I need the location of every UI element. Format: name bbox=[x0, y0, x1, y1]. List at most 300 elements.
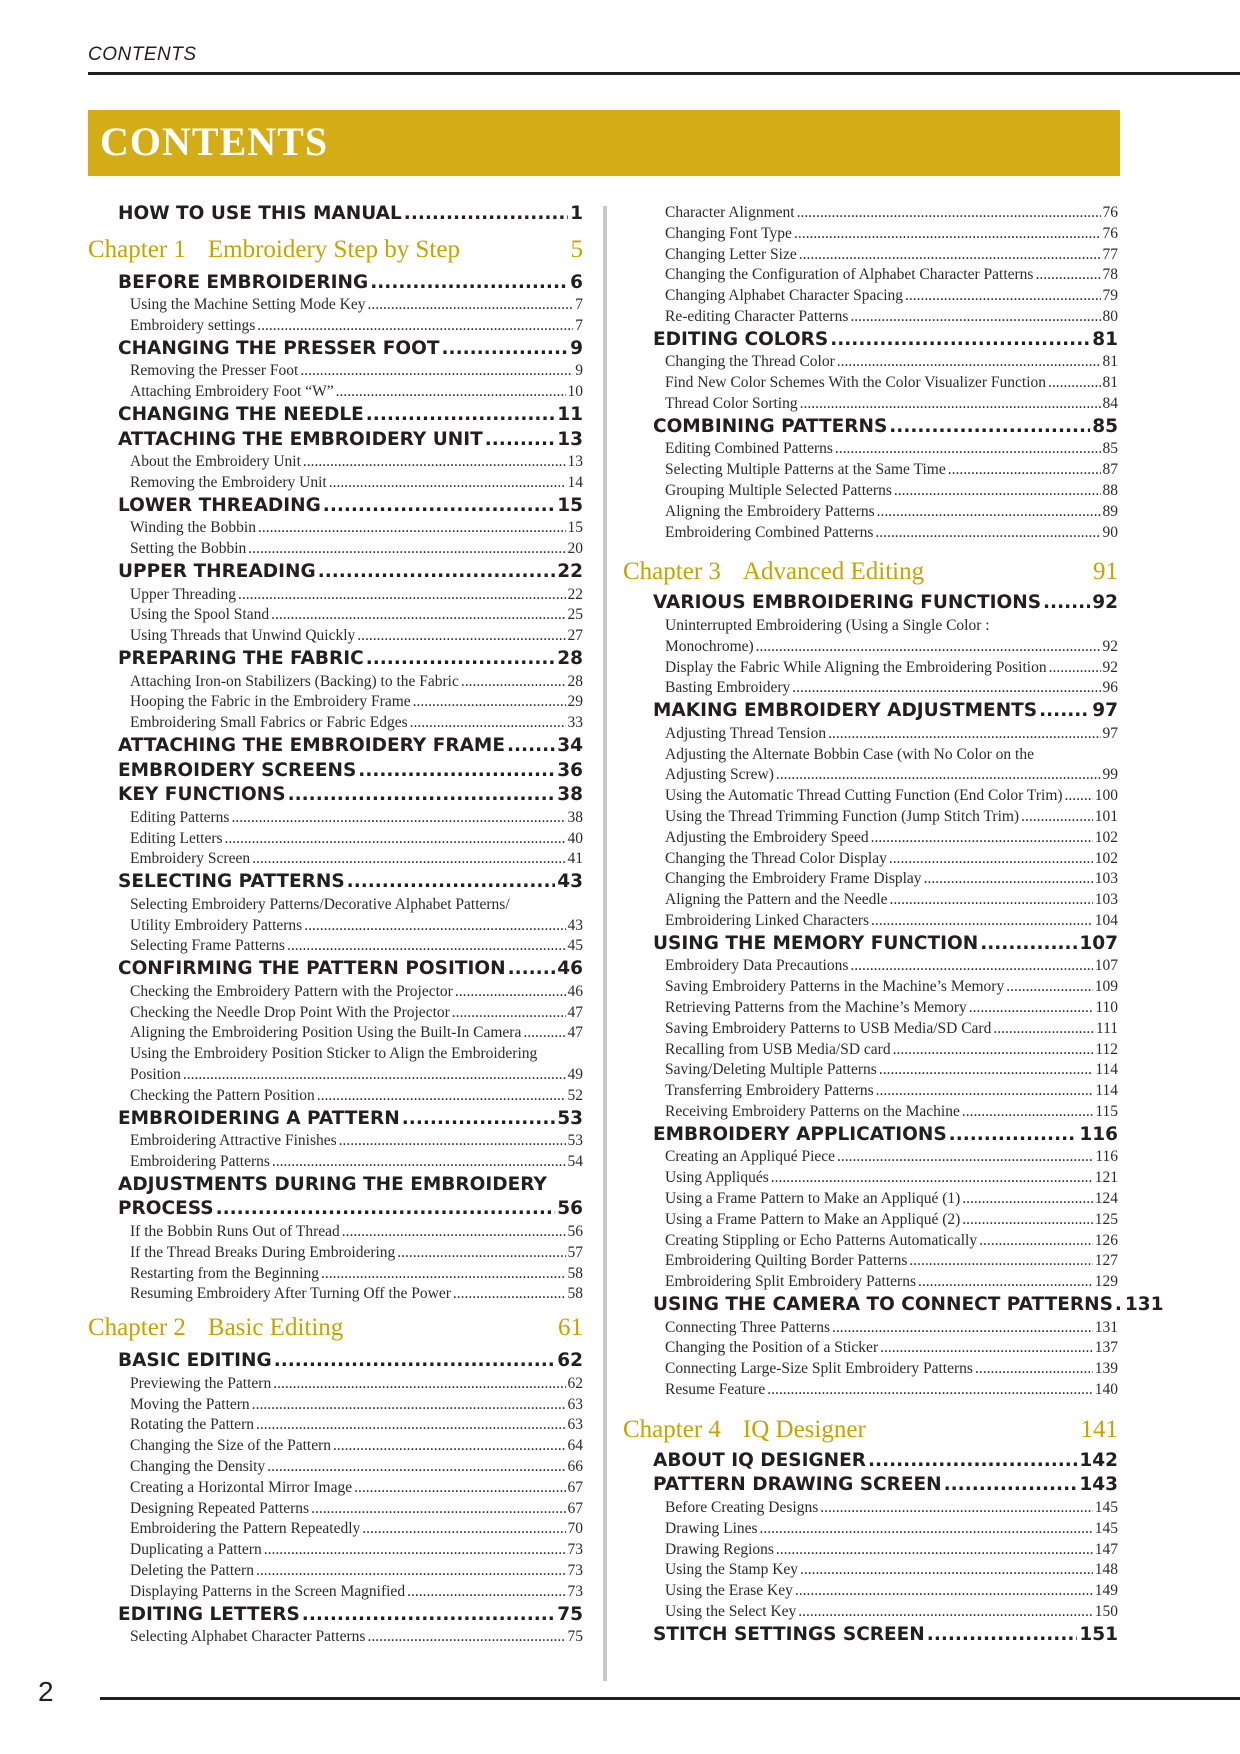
toc-subsection-entry[interactable] bbox=[130, 896, 583, 914]
entry-title: Using the Erase Key bbox=[665, 1582, 793, 1600]
entry-title: Using the Select Key bbox=[665, 1603, 797, 1620]
entry-page-number: 27 bbox=[567, 627, 583, 645]
toc-subsection-entry[interactable] bbox=[665, 1252, 1118, 1270]
dot-leader bbox=[850, 957, 1092, 975]
entry-title: Embroidery Data Precautions bbox=[665, 957, 849, 975]
entry-title: LOWER THREADING bbox=[118, 494, 321, 516]
entry-page-number: 73 bbox=[567, 1541, 583, 1559]
toc-subsection-entry[interactable] bbox=[130, 1024, 583, 1042]
dot-leader bbox=[1115, 1294, 1123, 1315]
entry-page-number: 102 bbox=[1094, 828, 1118, 846]
entry-title: If the Bobbin Runs Out of Thread bbox=[130, 1223, 340, 1240]
toc-subsection-entry[interactable] bbox=[665, 679, 1118, 697]
dot-leader bbox=[357, 627, 565, 645]
toc-subsection-entry[interactable] bbox=[665, 912, 1118, 930]
entry-page-number: 22 bbox=[557, 561, 583, 582]
chapter-heading[interactable] bbox=[88, 236, 583, 264]
toc-subsection-entry[interactable] bbox=[665, 1232, 1118, 1250]
entry-page-number: 88 bbox=[1102, 482, 1118, 499]
chapter-heading[interactable] bbox=[623, 558, 1118, 586]
entry-title: Aligning the Embroidery Patterns bbox=[665, 502, 875, 520]
chapter-name: Embroidery Step by Step bbox=[207, 235, 460, 263]
toc-subsection-entry[interactable] bbox=[665, 787, 1118, 805]
toc-subsection-entry[interactable] bbox=[130, 519, 583, 537]
toc-subsection-entry[interactable] bbox=[665, 524, 1118, 542]
dot-leader bbox=[342, 1223, 566, 1241]
entry-title: Adjusting Screw) bbox=[665, 766, 774, 784]
entry-title: Drawing Lines bbox=[665, 1519, 758, 1537]
entry-page-number: 115 bbox=[1095, 1103, 1118, 1120]
toc-subsection-entry[interactable] bbox=[665, 503, 1118, 521]
entry-title: Before Creating Designs bbox=[665, 1499, 819, 1516]
toc-subsection-entry[interactable] bbox=[665, 1561, 1118, 1579]
toc-subsection-entry[interactable] bbox=[130, 586, 583, 604]
entry-title: Using the Machine Setting Mode Key bbox=[130, 296, 366, 314]
entry-page-number: 143 bbox=[1079, 1474, 1118, 1496]
page-title: CONTENTS bbox=[100, 119, 329, 164]
toc-subsection-entry[interactable] bbox=[665, 287, 1118, 305]
toc-section-entry[interactable] bbox=[653, 592, 1118, 613]
entry-title: Recalling from USB Media/SD card bbox=[665, 1040, 891, 1058]
dot-leader bbox=[354, 1479, 565, 1497]
entry-page-number: 114 bbox=[1095, 1061, 1118, 1079]
entry-title: Restarting from the Beginning bbox=[130, 1264, 319, 1282]
toc-section-entry[interactable] bbox=[118, 1108, 583, 1129]
toc-subsection-entry[interactable] bbox=[130, 714, 583, 732]
toc-section-entry[interactable] bbox=[118, 760, 583, 781]
toc-subsection-entry[interactable] bbox=[665, 1082, 1118, 1100]
toc-subsection-entry[interactable] bbox=[665, 1020, 1118, 1038]
toc-subsection-entry[interactable] bbox=[130, 606, 583, 624]
dot-leader bbox=[832, 1319, 1093, 1337]
entry-title: Changing the Thread Color bbox=[665, 353, 835, 371]
entry-title: Checking the Needle Drop Point With the Projector bbox=[130, 1003, 450, 1021]
chapter-title bbox=[623, 1416, 866, 1444]
entry-title: Embroidery Screen bbox=[130, 850, 251, 868]
toc-subsection-entry[interactable] bbox=[665, 1169, 1118, 1187]
toc-subsection-entry[interactable] bbox=[665, 1520, 1118, 1538]
toc-subsection-entry[interactable] bbox=[130, 1562, 583, 1580]
toc-subsection-entry[interactable] bbox=[130, 1437, 583, 1455]
entry-page-number: 33 bbox=[567, 714, 583, 732]
toc-subsection-entry[interactable] bbox=[665, 1148, 1118, 1166]
entry-page-number: 10 bbox=[567, 383, 583, 401]
toc-subsection-entry[interactable] bbox=[130, 1004, 583, 1022]
entry-title: Retrieving Patterns from the Machine’s Memory bbox=[665, 999, 967, 1016]
entry-title: Using the Automatic Thread Cutting Function (End Color Trim) bbox=[665, 787, 1063, 805]
entry-page-number: 38 bbox=[567, 808, 583, 826]
toc-subsection-entry[interactable] bbox=[130, 937, 583, 955]
entry-title: Embroidering Combined Patterns bbox=[665, 523, 874, 541]
entry-title: Changing the Embroidery Frame Display bbox=[665, 870, 922, 888]
toc-subsection-entry[interactable] bbox=[665, 1499, 1118, 1517]
dot-leader bbox=[894, 482, 1101, 500]
toc-subsection-entry[interactable] bbox=[130, 1583, 583, 1601]
dot-leader bbox=[271, 606, 565, 624]
dot-leader bbox=[225, 830, 566, 848]
toc-subsection-entry[interactable] bbox=[130, 1087, 583, 1105]
dot-leader bbox=[216, 1198, 556, 1219]
toc-subsection-entry[interactable] bbox=[665, 1582, 1118, 1600]
entry-page-number: 140 bbox=[1094, 1381, 1118, 1398]
dot-leader bbox=[767, 1381, 1092, 1399]
entry-page-number: 54 bbox=[567, 1153, 583, 1170]
entry-page-number: 124 bbox=[1094, 1190, 1118, 1207]
entry-title: Changing Alphabet Character Spacing bbox=[665, 287, 904, 305]
entry-title: Hooping the Fabric in the Embroidery Frame bbox=[130, 693, 411, 711]
entry-title: VARIOUS EMBROIDERING FUNCTIONS bbox=[653, 592, 1042, 614]
entry-title: Embroidering Attractive Finishes bbox=[130, 1132, 337, 1150]
toc-subsection-entry[interactable] bbox=[130, 1285, 583, 1303]
entry-page-number: 96 bbox=[1102, 679, 1118, 697]
toc-subsection-entry[interactable] bbox=[665, 204, 1118, 222]
toc-subsection-entry[interactable] bbox=[665, 999, 1118, 1017]
toc-section-entry[interactable] bbox=[118, 1604, 583, 1625]
dot-leader bbox=[404, 203, 568, 224]
dot-leader bbox=[890, 891, 1093, 909]
dot-leader bbox=[871, 829, 1093, 847]
toc-subsection-entry[interactable] bbox=[665, 482, 1118, 500]
toc-subsection-entry[interactable] bbox=[665, 374, 1118, 392]
entry-page-number: 131 bbox=[1124, 1294, 1164, 1315]
toc-subsection-entry[interactable] bbox=[665, 1360, 1118, 1378]
toc-subsection-entry[interactable] bbox=[130, 383, 583, 401]
entry-page-number: 129 bbox=[1094, 1273, 1118, 1291]
entry-page-number: 73 bbox=[567, 1562, 583, 1579]
entry-page-number: 46 bbox=[567, 982, 583, 1000]
entry-title: CHANGING THE NEEDLE bbox=[118, 404, 364, 425]
dot-leader bbox=[407, 1583, 565, 1601]
toc-subsection-entry[interactable] bbox=[130, 317, 583, 335]
toc-subsection-entry[interactable] bbox=[130, 983, 583, 1001]
toc-subsection-entry[interactable] bbox=[665, 308, 1118, 326]
toc-subsection-entry[interactable] bbox=[665, 266, 1118, 284]
toc-subsection-entry[interactable] bbox=[665, 225, 1118, 243]
toc-section-entry[interactable] bbox=[653, 1124, 1118, 1145]
dot-leader bbox=[800, 395, 1101, 413]
entry-page-number: 103 bbox=[1094, 891, 1118, 909]
toc-subsection-entry[interactable] bbox=[665, 353, 1118, 371]
dot-leader bbox=[485, 429, 556, 450]
toc-section-entry[interactable] bbox=[653, 933, 1118, 954]
entry-page-number: 131 bbox=[1094, 1318, 1118, 1336]
toc-subsection-entry[interactable] bbox=[665, 829, 1118, 847]
entry-title: Aligning the Embroidering Position Using the Built-In Camera bbox=[130, 1024, 522, 1042]
entry-page-number: 43 bbox=[567, 916, 583, 934]
entry-page-number: 101 bbox=[1094, 808, 1118, 825]
entry-page-number: 84 bbox=[1102, 395, 1118, 412]
dot-leader bbox=[1006, 978, 1093, 996]
toc-subsection-entry[interactable] bbox=[665, 978, 1118, 996]
toc-subsection-entry[interactable] bbox=[130, 474, 583, 492]
entry-page-number: 73 bbox=[567, 1582, 583, 1600]
dot-leader bbox=[397, 1244, 565, 1262]
dot-leader bbox=[303, 453, 566, 471]
toc-subsection-entry[interactable] bbox=[665, 1273, 1118, 1291]
toc-subsection-entry[interactable] bbox=[665, 1541, 1118, 1559]
toc-section-entry[interactable] bbox=[118, 958, 583, 979]
toc-subsection-entry[interactable] bbox=[665, 617, 1118, 635]
toc-subsection-entry[interactable] bbox=[665, 659, 1118, 677]
toc-subsection-entry[interactable] bbox=[130, 1520, 583, 1538]
toc-subsection-entry[interactable] bbox=[665, 395, 1118, 413]
entry-page-number: 81 bbox=[1102, 374, 1118, 392]
entry-page-number: 63 bbox=[567, 1416, 583, 1434]
chapter-heading[interactable] bbox=[623, 1416, 1118, 1444]
dot-leader bbox=[876, 1082, 1094, 1100]
toc-subsection-entry[interactable] bbox=[130, 1458, 583, 1476]
dot-leader bbox=[828, 725, 1100, 743]
toc-subsection-entry[interactable] bbox=[130, 850, 583, 868]
toc-subsection-entry[interactable] bbox=[130, 809, 583, 827]
toc-section-entry[interactable] bbox=[118, 1350, 583, 1371]
entry-page-number: 125 bbox=[1094, 1210, 1118, 1228]
entry-page-number: 137 bbox=[1094, 1339, 1118, 1357]
toc-section-entry[interactable] bbox=[653, 1624, 1118, 1645]
entry-title: Creating a Horizontal Mirror Image bbox=[130, 1478, 353, 1496]
entry-page-number: 70 bbox=[567, 1520, 583, 1538]
entry-page-number: 97 bbox=[1092, 700, 1118, 722]
toc-section-entry[interactable] bbox=[118, 784, 583, 805]
entry-page-number: 121 bbox=[1094, 1169, 1118, 1187]
toc-subsection-entry[interactable] bbox=[665, 957, 1118, 975]
entry-title: Saving Embroidery Patterns to USB Media/SD Card bbox=[665, 1019, 992, 1037]
entry-title: Saving/Deleting Multiple Patterns bbox=[665, 1061, 877, 1079]
entry-title: Selecting Multiple Patterns at the Same Time bbox=[665, 461, 946, 479]
dot-leader bbox=[850, 308, 1100, 326]
toc-section-entry[interactable] bbox=[118, 404, 583, 425]
toc-section-entry[interactable] bbox=[118, 272, 583, 293]
toc-subsection-entry[interactable] bbox=[130, 1153, 583, 1171]
toc-subsection-entry[interactable] bbox=[665, 1339, 1118, 1357]
dot-leader bbox=[252, 850, 565, 868]
toc-subsection-entry[interactable] bbox=[130, 1244, 583, 1262]
dot-leader bbox=[362, 1520, 565, 1538]
entry-page-number: 41 bbox=[567, 850, 583, 868]
entry-title: Re-editing Character Patterns bbox=[665, 308, 849, 325]
toc-section-entry[interactable] bbox=[118, 561, 583, 582]
entry-title: Removing the Embroidery Unit bbox=[130, 474, 327, 491]
entry-page-number: 79 bbox=[1102, 287, 1118, 305]
entry-title: Using Appliqués bbox=[665, 1169, 769, 1187]
toc-subsection-entry[interactable] bbox=[130, 540, 583, 558]
dot-leader bbox=[339, 1132, 566, 1150]
dot-leader bbox=[461, 673, 566, 691]
entry-title: Using the Stamp Key bbox=[665, 1561, 799, 1579]
dot-leader bbox=[918, 1273, 1093, 1291]
dot-leader bbox=[256, 1562, 566, 1580]
entry-page-number: 92 bbox=[1102, 658, 1118, 676]
dot-leader bbox=[366, 648, 556, 669]
entry-page-number: 145 bbox=[1094, 1519, 1118, 1537]
entry-title: Using Threads that Unwind Quickly bbox=[130, 627, 356, 645]
toc-subsection-entry[interactable] bbox=[130, 1500, 583, 1518]
entry-title: Drawing Regions bbox=[665, 1540, 774, 1558]
toc-subsection-entry[interactable] bbox=[130, 1416, 583, 1434]
entry-page-number: 107 bbox=[1094, 957, 1118, 975]
dot-leader bbox=[317, 1087, 566, 1105]
toc-section-entry[interactable] bbox=[118, 871, 583, 892]
toc-section-entry[interactable] bbox=[653, 329, 1118, 350]
toc-subsection-entry[interactable] bbox=[130, 453, 583, 471]
entry-title: Saving Embroidery Patterns in the Machine’s Memory bbox=[665, 978, 1005, 996]
dot-leader bbox=[1035, 266, 1100, 284]
toc-subsection-entry[interactable] bbox=[130, 362, 583, 380]
toc-section-entry[interactable] bbox=[653, 1294, 1164, 1315]
toc-subsection-entry[interactable] bbox=[665, 246, 1118, 264]
toc-subsection-entry[interactable] bbox=[130, 1628, 583, 1646]
entry-page-number: 47 bbox=[567, 1003, 583, 1021]
entry-page-number: 92 bbox=[1092, 592, 1118, 614]
toc-subsection-entry[interactable] bbox=[665, 891, 1118, 909]
dot-leader bbox=[792, 679, 1100, 697]
dot-leader bbox=[944, 1474, 1078, 1495]
toc-section-entry[interactable] bbox=[118, 338, 583, 359]
dot-leader bbox=[231, 809, 565, 827]
entry-page-number: 40 bbox=[567, 829, 583, 847]
running-header: CONTENTS bbox=[88, 44, 197, 65]
toc-subsection-entry[interactable] bbox=[130, 1066, 583, 1084]
toc-section-entry[interactable] bbox=[118, 735, 583, 756]
toc-subsection-entry[interactable] bbox=[665, 1103, 1118, 1121]
toc-section-entry[interactable] bbox=[118, 429, 583, 450]
toc-subsection-entry[interactable] bbox=[665, 746, 1118, 764]
entry-title: Designing Repeated Patterns bbox=[130, 1499, 310, 1517]
entry-page-number: 53 bbox=[567, 1132, 583, 1150]
entry-page-number: 62 bbox=[567, 1374, 583, 1392]
chapter-title bbox=[88, 236, 460, 264]
entry-title: PREPARING THE FABRIC bbox=[118, 648, 364, 669]
entry-page-number: 102 bbox=[1094, 849, 1118, 867]
chapter-name: Advanced Editing bbox=[742, 558, 925, 586]
toc-section-entry[interactable] bbox=[118, 1174, 583, 1195]
entry-title: Displaying Patterns in the Screen Magnified bbox=[130, 1582, 406, 1600]
dot-leader bbox=[329, 474, 566, 492]
toc-subsection-entry[interactable] bbox=[130, 1223, 583, 1241]
toc-subsection-entry[interactable] bbox=[130, 1375, 583, 1393]
entry-title: Adjusting the Embroidery Speed bbox=[665, 828, 869, 846]
entry-page-number: 104 bbox=[1094, 912, 1118, 929]
chapter-name: Basic Editing bbox=[207, 1314, 344, 1342]
toc-subsection-entry[interactable] bbox=[665, 870, 1118, 888]
toc-subsection-entry[interactable] bbox=[130, 693, 583, 711]
entry-page-number: 149 bbox=[1094, 1582, 1118, 1600]
toc-section-entry[interactable] bbox=[118, 495, 583, 516]
toc-subsection-entry[interactable] bbox=[665, 766, 1118, 784]
toc-section-entry[interactable] bbox=[118, 203, 583, 224]
entry-title: Position bbox=[130, 1066, 181, 1083]
toc-subsection-entry[interactable] bbox=[130, 296, 583, 314]
entry-title: PATTERN DRAWING SCREEN bbox=[653, 1474, 942, 1496]
toc-subsection-entry[interactable] bbox=[665, 440, 1118, 458]
entry-title: Embroidering Patterns bbox=[130, 1153, 270, 1170]
entry-page-number: 103 bbox=[1094, 870, 1118, 888]
chapter-label: Chapter 2 bbox=[88, 1314, 186, 1342]
chapter-heading[interactable] bbox=[88, 1314, 583, 1342]
toc-subsection-entry[interactable] bbox=[665, 1211, 1118, 1229]
toc-subsection-entry[interactable] bbox=[665, 461, 1118, 479]
toc-subsection-entry[interactable] bbox=[665, 1319, 1118, 1337]
page-number: 2 bbox=[38, 1676, 54, 1707]
entry-title: Changing the Density bbox=[130, 1458, 266, 1475]
toc-subsection-entry[interactable] bbox=[130, 1396, 583, 1414]
entry-page-number: 81 bbox=[1102, 353, 1118, 371]
toc-section-entry[interactable] bbox=[653, 700, 1118, 721]
entry-title: Resume Feature bbox=[665, 1381, 766, 1398]
toc-subsection-entry[interactable] bbox=[130, 1132, 583, 1150]
toc-subsection-entry[interactable] bbox=[665, 1381, 1118, 1399]
toc-subsection-entry[interactable] bbox=[130, 1541, 583, 1559]
entry-page-number: 13 bbox=[567, 453, 583, 471]
toc-subsection-entry[interactable] bbox=[665, 808, 1118, 826]
toc-section-entry[interactable] bbox=[653, 416, 1118, 437]
toc-subsection-entry[interactable] bbox=[130, 830, 583, 848]
entry-page-number: 87 bbox=[1102, 461, 1118, 479]
dot-leader bbox=[453, 1285, 566, 1303]
toc-subsection-entry[interactable] bbox=[130, 1479, 583, 1497]
dot-leader bbox=[323, 495, 555, 516]
toc-subsection-entry[interactable] bbox=[130, 627, 583, 645]
dot-leader bbox=[366, 404, 555, 425]
entry-title: About the Embroidery Unit bbox=[130, 453, 301, 471]
entry-title: Changing the Size of the Pattern bbox=[130, 1437, 332, 1455]
entry-page-number: 9 bbox=[570, 337, 583, 359]
toc-subsection-entry[interactable] bbox=[665, 850, 1118, 868]
entry-title: Embroidering Linked Characters bbox=[665, 912, 870, 929]
dot-leader bbox=[771, 1169, 1093, 1187]
toc-section-entry[interactable] bbox=[118, 1198, 583, 1219]
dot-leader bbox=[889, 850, 1093, 868]
toc-subsection-entry[interactable] bbox=[665, 1190, 1118, 1208]
entry-page-number: 36 bbox=[557, 759, 583, 781]
dot-leader bbox=[258, 519, 566, 537]
dot-leader bbox=[776, 1541, 1093, 1559]
entry-title: Using the Spool Stand bbox=[130, 606, 270, 624]
entry-title: Changing the Thread Color Display bbox=[665, 849, 887, 867]
toc-subsection-entry[interactable] bbox=[665, 638, 1118, 656]
toc-subsection-entry[interactable] bbox=[665, 1041, 1118, 1059]
dot-leader bbox=[875, 524, 1100, 542]
toc-subsection-entry[interactable] bbox=[130, 673, 583, 691]
toc-subsection-entry[interactable] bbox=[130, 1045, 583, 1063]
entry-page-number: 110 bbox=[1095, 999, 1118, 1016]
entry-title: Character Alignment bbox=[665, 204, 795, 221]
toc-section-entry[interactable] bbox=[653, 1474, 1118, 1495]
toc-section-entry[interactable] bbox=[653, 1450, 1118, 1471]
entry-title: EDITING COLORS bbox=[653, 328, 829, 350]
entry-title: BEFORE EMBROIDERING bbox=[118, 271, 369, 293]
dot-leader bbox=[800, 1561, 1093, 1579]
entry-page-number: 63 bbox=[567, 1395, 583, 1413]
toc-subsection-entry[interactable] bbox=[130, 1265, 583, 1283]
toc-subsection-entry[interactable] bbox=[665, 1061, 1118, 1079]
toc-subsection-entry[interactable] bbox=[665, 1603, 1118, 1621]
entry-page-number: 58 bbox=[567, 1264, 583, 1282]
entry-title: USING THE CAMERA TO CONNECT PATTERNS bbox=[653, 1294, 1113, 1315]
dot-leader bbox=[1048, 374, 1100, 392]
entry-title: Setting the Bobbin bbox=[130, 540, 247, 558]
toc-subsection-entry[interactable] bbox=[130, 917, 583, 935]
dot-leader bbox=[760, 1520, 1093, 1538]
entry-title: STITCH SETTINGS SCREEN bbox=[653, 1623, 925, 1645]
entry-page-number: 52 bbox=[567, 1086, 583, 1104]
toc-subsection-entry[interactable] bbox=[665, 725, 1118, 743]
entry-page-number: 76 bbox=[1102, 204, 1118, 221]
toc-section-entry[interactable] bbox=[118, 648, 583, 669]
entry-title: Selecting Alphabet Character Patterns bbox=[130, 1628, 366, 1646]
dot-leader bbox=[905, 287, 1100, 305]
footer-rule bbox=[100, 1697, 1240, 1700]
